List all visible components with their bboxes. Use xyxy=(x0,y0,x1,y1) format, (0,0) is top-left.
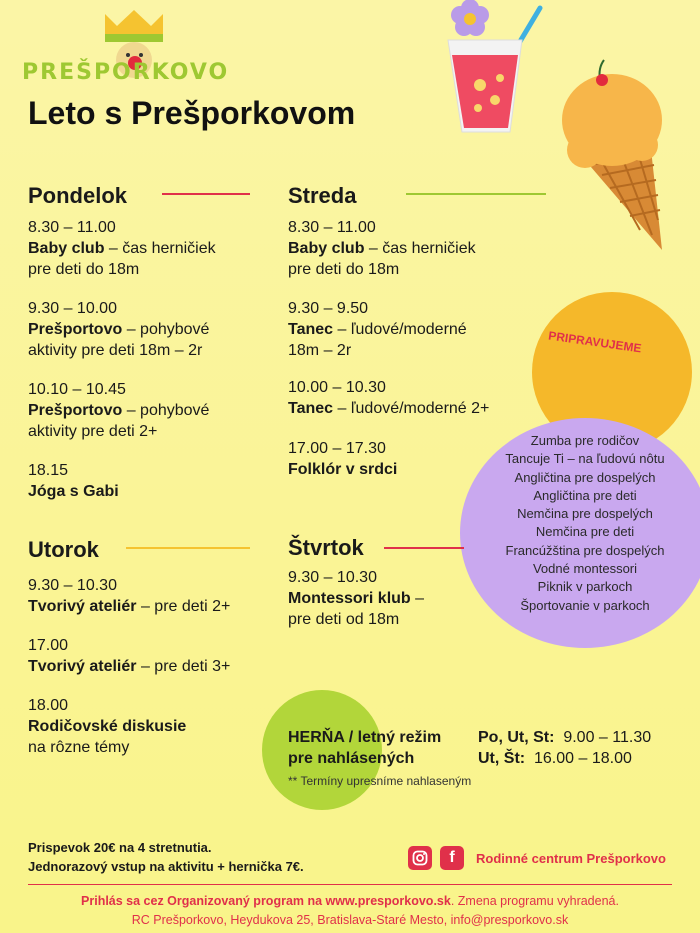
pripravujeme-label: PRIPRAVUJEME xyxy=(547,328,643,356)
price-info: Prispevok 20€ na 4 stretnutia. Jednorazový vstup na aktivitu + hernička 7€. xyxy=(28,840,304,874)
footer: Prihlás sa cez Organizovaný program na www.presporkovo.sk. Zmena programu vyhradená. RC Prešporkovo, Heydukova 25, Bratislava-Staré Mesto, info@presporkovo.sk xyxy=(0,892,700,930)
divider-utorok xyxy=(126,547,250,549)
ice-cream-illustration xyxy=(540,40,670,260)
logo-text: PREŠPORKOVO xyxy=(22,60,230,85)
footer-divider xyxy=(28,884,672,885)
footer-signup[interactable]: Prihlás sa cez Organizovaný program na www.presporkovo.sk xyxy=(81,894,451,908)
logo xyxy=(22,8,252,88)
divider-pondelok xyxy=(162,193,250,195)
schedule-item: 17.00 Tvorivý ateliér – pre deti 3+ xyxy=(28,637,231,675)
list-item: Nemčina pre deti xyxy=(535,524,635,540)
day-heading-stvrtok: Štvrtok xyxy=(288,535,364,560)
schedule-item: 8.30 – 11.00 Baby club – čas herničiek pre deti do 18m xyxy=(288,219,476,278)
centrum-name: Rodinné centrum Prešporkovo xyxy=(476,850,666,866)
divider-stvrtok xyxy=(384,547,464,549)
herna-note: ** Termíny upresníme nahlaseným xyxy=(288,774,472,788)
herna-times: Po, Ut, St: 9.00 – 11.30 Ut, Št: 16.00 – 18.00 xyxy=(478,729,652,767)
list-item: Nemčina pre dospelých xyxy=(517,506,653,522)
schedule-item: 9.30 – 10.30 Montessori klub – pre deti od 18m xyxy=(288,569,425,628)
schedule-item: 10.00 – 10.30 Tanec – ľudové/moderné 2+ xyxy=(288,379,490,417)
list-item: Tancuje Ti – na ľudovú nôtu xyxy=(505,451,665,467)
list-item: Zumba pre rodičov xyxy=(530,433,640,448)
schedule-item: 18.00 Rodičovské diskusie na rôzne témy xyxy=(28,697,187,756)
social-links xyxy=(408,846,666,870)
footer-address: RC Prešporkovo, Heydukova 25, Bratislava-Staré Mesto, info@presporkovo.sk xyxy=(131,913,569,927)
herna-title: HERŇA / letný režim pre nahlásených xyxy=(288,729,442,767)
page-title: Leto s Prešporkovom xyxy=(28,95,356,131)
schedule-item: 10.10 – 10.45 Prešportovo – pohybové aktivity pre deti 2+ xyxy=(28,381,210,440)
schedule-item: 9.30 – 10.00 Prešportovo – pohybové aktivity pre deti 18m – 2r xyxy=(28,300,210,359)
drink-illustration xyxy=(440,0,550,140)
coming-soon-list xyxy=(470,432,700,615)
list-item: Angličtina pre dospelých xyxy=(514,469,656,485)
day-heading-pondelok: Pondelok xyxy=(28,183,128,208)
list-item: Športovanie v parkoch xyxy=(520,597,650,613)
day-heading-utorok: Utorok xyxy=(28,537,99,562)
list-item: Angličtina pre deti xyxy=(533,487,637,503)
schedule-item: 8.30 – 11.00 Baby club – čas herničiek pre deti do 18m xyxy=(28,219,216,278)
divider-streda xyxy=(406,193,546,195)
schedule-item: 18.15 Jóga s Gabi xyxy=(28,462,119,500)
day-heading-streda: Streda xyxy=(288,183,357,208)
schedule-item: 9.30 – 10.30 Tvorivý ateliér – pre deti 2+ xyxy=(28,577,231,615)
facebook-icon[interactable]: f xyxy=(440,846,464,870)
list-item: Francúžština pre dospelých xyxy=(505,542,665,558)
schedule-item: 9.30 – 9.50 Tanec – ľudové/moderné 18m – 2r xyxy=(288,300,467,359)
schedule-item: 17.00 – 17.30 Folklór v srdci xyxy=(288,440,398,478)
list-item: Vodné montessori xyxy=(532,561,638,577)
list-item: Piknik v parkoch xyxy=(537,579,633,595)
instagram-icon[interactable] xyxy=(408,846,432,870)
